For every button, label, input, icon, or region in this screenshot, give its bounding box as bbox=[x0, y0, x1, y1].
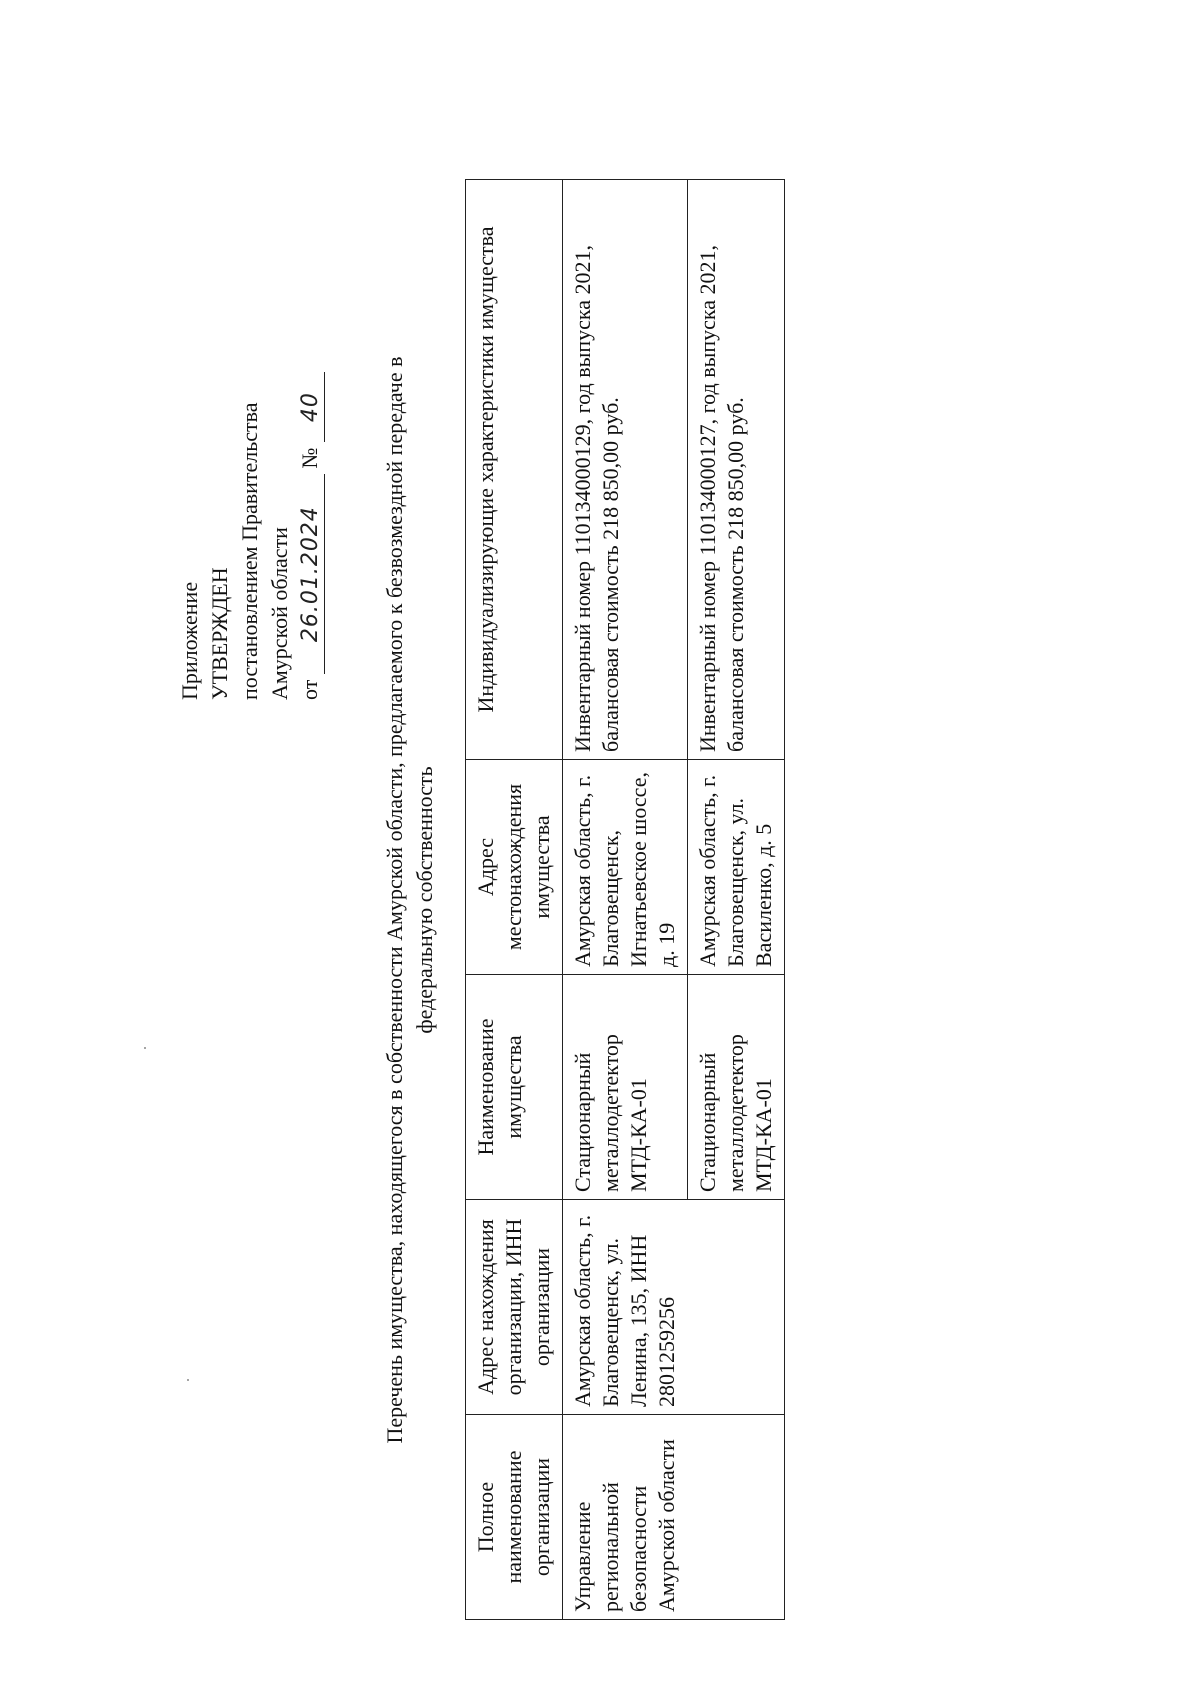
document-title bbox=[380, 150, 440, 1650]
approval-stamp-block bbox=[175, 372, 325, 700]
header-property-characteristics: Индивидуализирующие характеристики имущества bbox=[466, 180, 563, 760]
header-property-name: Наименование имущества bbox=[466, 975, 563, 1200]
header-org-name: Полное наименование организации bbox=[466, 1415, 563, 1620]
resolution-label: постановлением Правительства bbox=[237, 402, 262, 700]
number-label: № bbox=[297, 447, 322, 469]
title-line-1: Перечень имущества, находящегося в собственности Амурской области, предлагаемого к безвозмездной передаче в bbox=[382, 356, 407, 1444]
property-name-cell: Стационарный металлодетектор МТД-КА-01 bbox=[563, 975, 688, 1200]
table-header-row bbox=[466, 180, 563, 1620]
property-table bbox=[465, 179, 785, 1620]
org-address-cell: Амурская область, г. Благовещенск, ул. Ленина, 135, ИНН 2801259256 bbox=[563, 1200, 785, 1415]
rotated-content bbox=[120, 100, 1120, 1660]
table-row bbox=[563, 180, 688, 1620]
org-name-cell: Управление региональной безопасности Амурской области bbox=[563, 1415, 785, 1620]
scan-speck bbox=[187, 1379, 189, 1381]
region-label: Амурской области bbox=[267, 527, 292, 700]
handwritten-date: 26.01.2024 bbox=[298, 474, 325, 674]
from-label: от bbox=[297, 679, 322, 700]
approved-label: УТВЕРЖДЕН bbox=[207, 567, 232, 700]
header-property-location: Адрес местонахождения имущества bbox=[466, 760, 563, 975]
property-characteristics-cell: Инвентарный номер 110134000129, год выпуска 2021, балансовая стоимость 218 850,00 руб. bbox=[563, 180, 688, 760]
property-characteristics-cell: Инвентарный номер 110134000127, год выпуска 2021, балансовая стоимость 218 850,00 руб. bbox=[688, 180, 785, 760]
property-location-cell: Амурская область, г. Благовещенск, ул. Василенко, д. 5 bbox=[688, 760, 785, 975]
header-org-address: Адрес нахождения организации, ИНН организации bbox=[466, 1200, 563, 1415]
appendix-label: Приложение bbox=[177, 581, 202, 700]
title-line-2: федеральную собственность bbox=[412, 766, 437, 1034]
scan-speck bbox=[144, 1047, 146, 1049]
property-name-cell: Стационарный металлодетектор МТД-КА-01 bbox=[688, 975, 785, 1200]
handwritten-number: 40 bbox=[298, 372, 325, 442]
date-number-line bbox=[295, 372, 325, 700]
property-location-cell: Амурская область, г. Благовещенск, Игнатьевское шоссе, д. 19 bbox=[563, 760, 688, 975]
